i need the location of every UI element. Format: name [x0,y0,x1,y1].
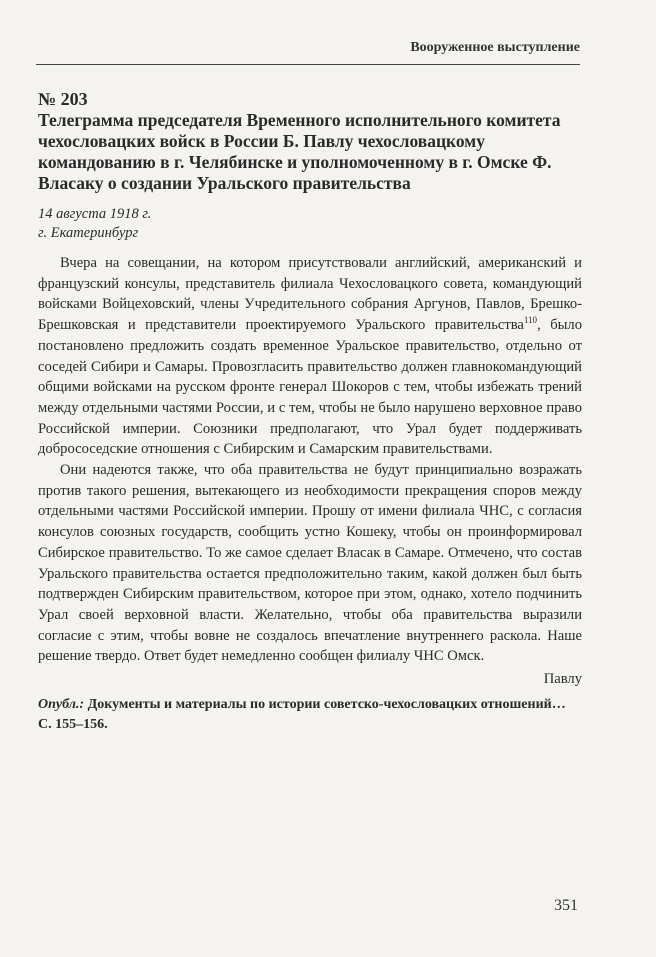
document-place: г. Екатеринбург [38,225,139,241]
document-number: № 203 [38,89,88,109]
footnote-ref-110[interactable]: 110 [523,315,538,326]
publication-label: Опубл.: [38,697,85,713]
document-body [38,88,582,735]
publication-note [38,695,582,735]
document-title: Телеграмма председателя Временного исполнительного комитета чехословацких войск в России Б. Павлу чехословацкому командованию в г. Челябинске и уполномоченному в г. Омске Ф. Власаку о создании Уральского правительства [38,110,561,193]
paragraph-1-part-1: Вчера на совещании, на котором присутствовали английский, американский и французский консулы, представитель филиала Чехословацкого совета, командующий войсками Войцеховский, члены Учредительного собрания Аргунов, Павлов, Брешко-Брешковская и представители проектируемого Уральского правительства [38,255,582,334]
running-header: Вооруженное выступление [410,40,580,55]
paragraph-2: Они надеются также, что оба правительства не будут принципиально возражать против такого решения, вытекающего из необходимости прекращения споров между отдельными частями Российской империи. Прошу от имени филиала ЧНС, с согласия консулов союзных государств, сообщить устно Кошеку, чтобы он проинформировал Сибирское правительство. То же самое сделает Власак в Самаре. Отмечено, что состав Уральского правительства остается предположительно таким, какой должен был быть подтвержден Сибирским правительством, которое при этом, однако, хотело подчинить Урал своей верховной власти. Желательно, чтобы оба правительства выразили согласие с этим, чтобы вовне не создалось впечатление внутреннего раскола. Наше решение твердо. Ответ будет немедленно сообщен филиалу ЧНС Омск. [38,462,582,665]
page-number: 351 [554,897,578,914]
signature: Павлу [543,671,582,688]
paragraph-1-part-2: , было постановлено предложить создать временное Уральское правительство, отдельно от соседей Сибири и Самары. Провозгласить правительство должен главнокомандующий общими войсками на русском фронте генерал Шокоров с тем, чтобы избежать трений между отдельными частями России, и с тем, чтобы не было нарушено верховное право Российской империи. Союзники предполагают, что Урал будет поддерживать добрососедские отношения с Сибирским и Самарским правительствами. [38,317,582,458]
publication-source: Документы и материалы по истории советско-чехословацких отношений… С. 155–156. [38,697,566,733]
header-rule [36,64,580,65]
document-text [38,253,582,667]
paragraph-1 [38,253,582,460]
document-date: 14 августа 1918 г. [38,206,152,222]
